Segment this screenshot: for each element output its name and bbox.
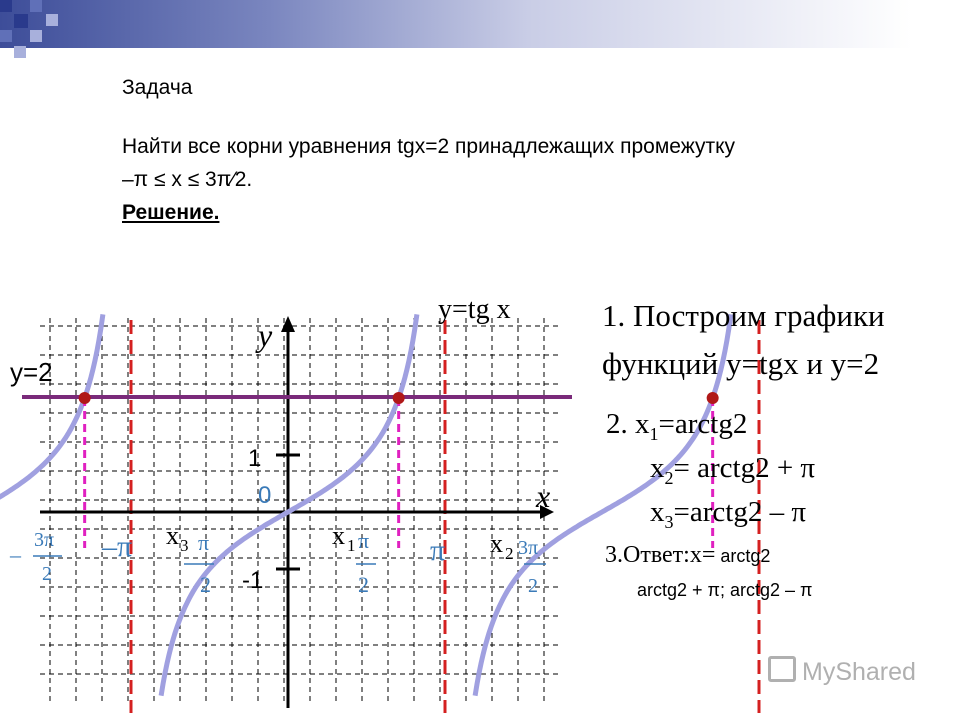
label-x1: x (332, 521, 345, 550)
label-frac-den-left: 2 (42, 563, 52, 585)
label-pi: π (430, 534, 446, 567)
label-x2: x (490, 529, 503, 558)
task-line-2: –π ≤ x ≤ 3π⁄2. (122, 168, 253, 191)
label-tg: y=tg x (438, 294, 511, 325)
label-minus: – (10, 542, 21, 567)
axis-label-y: y (258, 317, 273, 353)
label-frac-3pi-right: 3π (518, 537, 539, 559)
label-x3-sub: 3 (180, 536, 189, 555)
y-axis-arrow (281, 316, 295, 332)
step-3-answer: 3.Ответ:x= arctg2 (605, 542, 771, 568)
label-frac-den-right: 2 (528, 575, 538, 597)
task-line-1: Найти все корни уравнения tgx=2 принадлежащих промежутку (122, 135, 736, 158)
axis-label-x: x (536, 478, 551, 514)
watermark-logo: MyShared (768, 656, 916, 687)
label-neg-pi: –π (102, 530, 133, 563)
intersection-point (393, 392, 405, 404)
step-2-line-1: 2. $x_1=arctg2$ (606, 408, 748, 444)
label-frac-den-pos: 2 (358, 572, 369, 597)
slide-title: Задача (122, 76, 193, 99)
label-x3: x (166, 521, 179, 550)
step-1-text: 1. Построим графики функций y=tgx и y=2 (602, 298, 885, 381)
intersection-point (79, 392, 91, 404)
tick-0: 0 (258, 482, 272, 509)
intersection-point (707, 392, 719, 404)
step-2-line-3: $x_3=arctg2 - \pi$ (650, 496, 806, 532)
step-3-answer-line-2: arctg2 + π; arctg2 – π (637, 580, 813, 600)
label-frac-den-neg: 2 (200, 572, 211, 597)
logo-icon (768, 656, 796, 682)
label-frac-pi-pos: π (358, 528, 370, 553)
label-frac-pi-neg: π (198, 530, 210, 555)
tick-1: 1 (248, 445, 262, 472)
axes (40, 316, 554, 708)
solution-label: Решение. (122, 201, 220, 224)
tick-minus-1: -1 (242, 567, 264, 594)
label-x2-sub: 2 (505, 544, 514, 563)
label-y2: y=2 (10, 357, 53, 387)
label-frac-3pi-left: 3π (34, 529, 55, 551)
label-x1-sub: 1 (347, 536, 356, 555)
step-2-line-2: $x_2=$ arctg2 + π (650, 452, 816, 488)
